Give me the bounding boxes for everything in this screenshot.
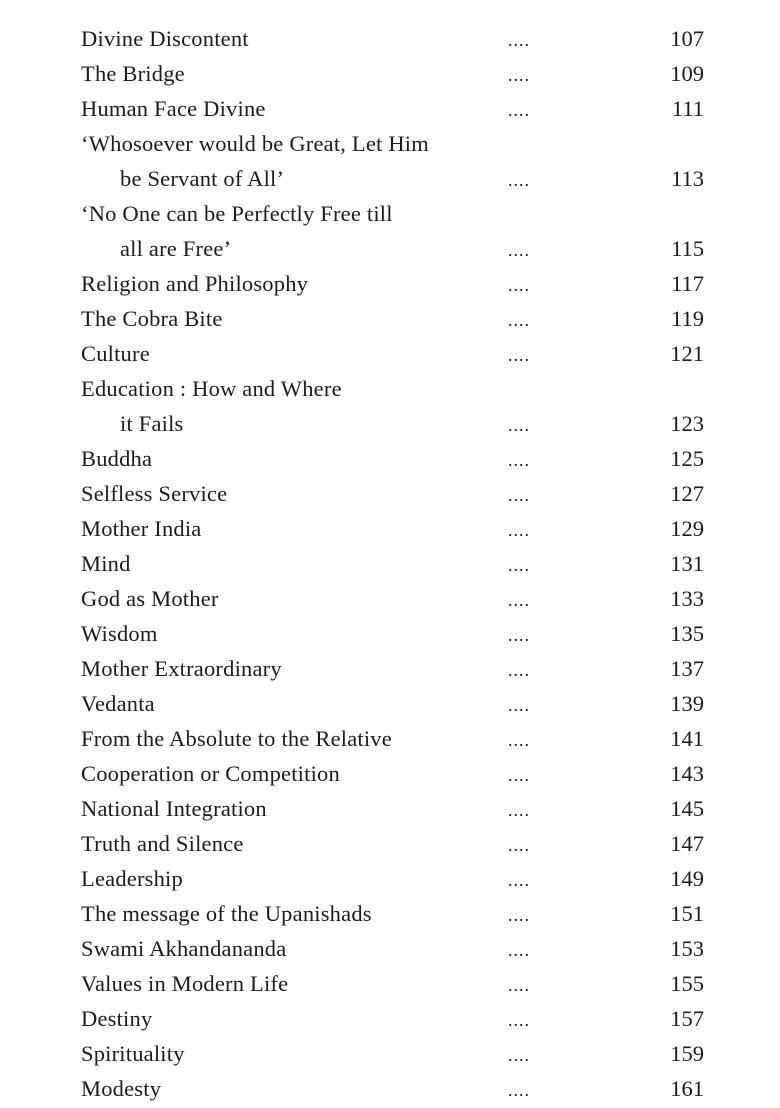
toc-entry-page-number: 133 [670,586,704,611]
toc-entry [0,1036,780,1071]
toc-entry-leader-dots: .... [508,730,530,750]
toc-entry-leader-dots: .... [508,1045,530,1065]
toc-entry-page-number: 161 [670,1076,704,1101]
toc-entry-title: ‘No One can be Perfectly Free till [81,201,393,226]
toc-entry-leader-dots: .... [508,555,530,575]
toc-entry-title: The Cobra Bite [81,306,223,331]
toc-entry-leader-dots: .... [508,310,530,330]
toc-entry-title: Leadership [81,866,183,891]
toc-entry-leader-dots: .... [508,450,530,470]
toc-entry [0,196,780,231]
toc-entry-page-number: 113 [671,166,704,191]
toc-entry-title: all are Free’ [120,236,232,261]
toc-entry-title: Culture [81,341,150,366]
toc-entry-title: The message of the Upanishads [81,901,372,926]
toc-entry-page-number: 151 [670,901,704,926]
toc-entry-page-number: 107 [670,26,704,51]
toc-entry [0,511,780,546]
toc-entry-title: Wisdom [81,621,158,646]
toc-entry-leader-dots: .... [508,940,530,960]
toc-entry [0,791,780,826]
toc-entry-leader-dots: .... [508,765,530,785]
toc-entry-page-number: 123 [670,411,704,436]
toc-entry-leader-dots: .... [508,905,530,925]
toc-entry-title: Cooperation or Competition [81,761,340,786]
toc-entry-leader-dots: .... [508,625,530,645]
toc-entry [0,126,780,161]
toc-entry-title: Mind [81,551,131,576]
toc-entry-page-number: 135 [670,621,704,646]
toc-entry-leader-dots: .... [508,240,530,260]
toc-entry-title: National Integration [81,796,267,821]
toc-entry-page-number: 155 [670,971,704,996]
toc-entry-title: Mother Extraordinary [81,656,282,681]
toc-entry [0,1071,780,1106]
toc-entry [0,686,780,721]
toc-entry-title: Vedanta [81,691,155,716]
toc-entry-title: Mother India [81,516,202,541]
toc-entry-leader-dots: .... [508,170,530,190]
toc-entry-leader-dots: .... [508,415,530,435]
toc-entry-page-number: 117 [671,271,704,296]
toc-entry-title: Values in Modern Life [81,971,289,996]
toc-entry [0,301,780,336]
toc-entry-leader-dots: .... [508,835,530,855]
toc-entry-leader-dots: .... [508,1010,530,1030]
toc-entry-title: be Servant of All’ [120,166,285,191]
toc-entry-leader-dots: .... [508,975,530,995]
toc-entry [0,826,780,861]
toc-entry [0,861,780,896]
toc-entry [0,651,780,686]
toc-entry-title: Destiny [81,1006,153,1031]
toc-entry-page-number: 137 [670,656,704,681]
toc-entry-leader-dots: .... [508,695,530,715]
toc-entry [0,476,780,511]
toc-entry-title: God as Mother [81,586,219,611]
toc-entry [0,721,780,756]
toc-entry-leader-dots: .... [508,1080,530,1100]
toc-entry [0,336,780,371]
toc-entry-page-number: 109 [670,61,704,86]
toc-entry-leader-dots: .... [508,660,530,680]
toc-entry [0,966,780,1001]
toc-entry [0,1001,780,1036]
toc-entry-title: Human Face Divine [81,96,266,121]
toc-entry [0,56,780,91]
toc-entry-page-number: 119 [671,306,704,331]
table-of-contents [0,21,780,1106]
toc-entry-page-number: 131 [670,551,704,576]
toc-entry-leader-dots: .... [508,100,530,120]
toc-entry-leader-dots: .... [508,590,530,610]
toc-entry [0,161,780,196]
toc-entry-page-number: 141 [670,726,704,751]
toc-entry [0,266,780,301]
toc-entry-page-number: 121 [670,341,704,366]
toc-entry-page-number: 143 [670,761,704,786]
toc-entry-page-number: 125 [670,446,704,471]
toc-entry [0,546,780,581]
toc-entry [0,581,780,616]
toc-entry-title: Modesty [81,1076,162,1101]
toc-entry-leader-dots: .... [508,275,530,295]
toc-entry-leader-dots: .... [508,870,530,890]
toc-entry [0,231,780,266]
toc-entry-title: Religion and Philosophy [81,271,309,296]
toc-entry [0,931,780,966]
toc-entry-page-number: 129 [670,516,704,541]
toc-entry [0,371,780,406]
toc-entry [0,91,780,126]
toc-entry-leader-dots: .... [508,800,530,820]
toc-entry-page-number: 153 [670,936,704,961]
toc-entry-page-number: 149 [670,866,704,891]
toc-entry-page-number: 159 [670,1041,704,1066]
toc-entry-leader-dots: .... [508,520,530,540]
toc-entry-title: Selfless Service [81,481,228,506]
toc-entry-title: Swami Akhandananda [81,936,287,961]
toc-entry-page-number: 145 [670,796,704,821]
toc-entry-title: Spirituality [81,1041,185,1066]
toc-entry-title: Divine Discontent [81,26,249,51]
toc-entry-page-number: 111 [671,96,704,121]
toc-entry-page-number: 115 [671,236,704,261]
toc-entry-title: it Fails [120,411,184,436]
toc-entry [0,616,780,651]
toc-entry [0,406,780,441]
toc-entry [0,21,780,56]
toc-entry-page-number: 147 [670,831,704,856]
toc-entry-leader-dots: .... [508,345,530,365]
toc-entry-title: ‘Whosoever would be Great, Let Him [81,131,429,156]
toc-entry [0,896,780,931]
toc-entry-page-number: 127 [670,481,704,506]
toc-entry-title: Buddha [81,446,153,471]
toc-entry-page-number: 139 [670,691,704,716]
toc-entry-page-number: 157 [670,1006,704,1031]
toc-entry-title: The Bridge [81,61,185,86]
toc-entry [0,441,780,476]
toc-entry-title: Truth and Silence [81,831,244,856]
toc-entry-leader-dots: .... [508,485,530,505]
toc-entry-title: From the Absolute to the Relative [81,726,392,751]
toc-entry-leader-dots: .... [508,65,530,85]
toc-entry-title: Education : How and Where [81,376,342,401]
toc-entry [0,756,780,791]
toc-entry-leader-dots: .... [508,30,530,50]
